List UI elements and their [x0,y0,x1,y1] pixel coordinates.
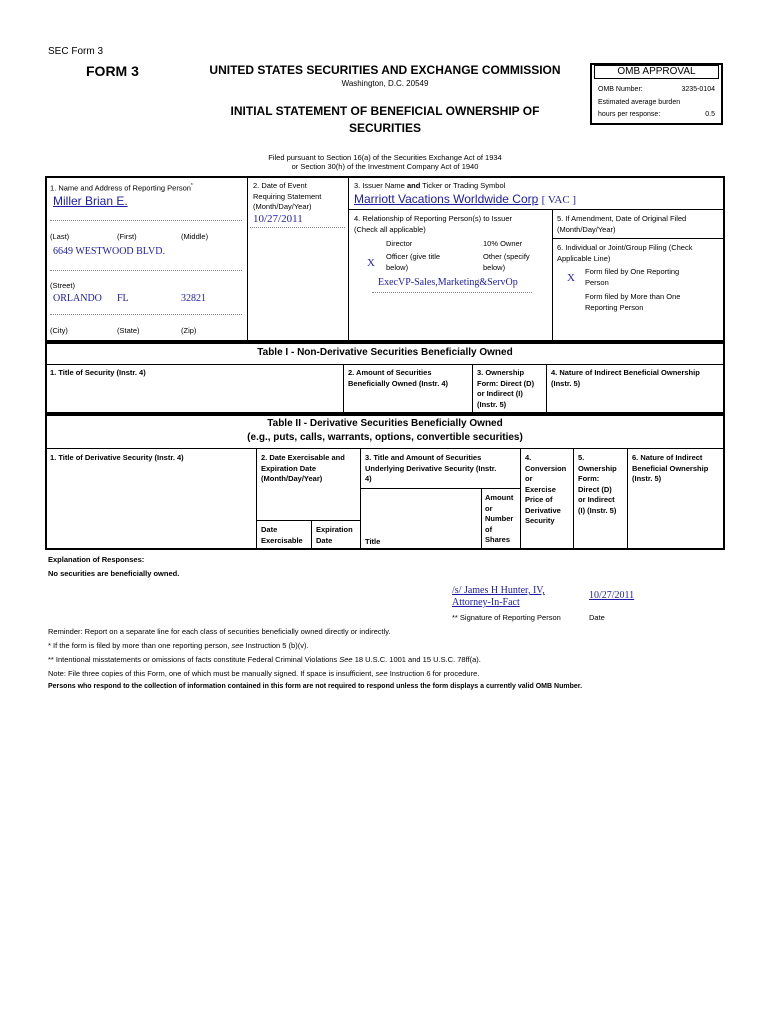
officer-title-value: ExecVP-Sales,Marketing&ServOp [378,277,518,288]
footnote-3-italic: see [375,669,388,678]
footnote-3 [48,669,479,678]
table1-col2 [348,368,448,389]
issuer-line [354,192,576,206]
state-value: FL [117,293,129,304]
director-label: Director [386,239,413,248]
table2-col6 [632,453,708,485]
reporting-person-name [53,194,128,208]
box4-label-line1: 4. Relationship of Reporting Person(s) to Issuer [354,214,512,223]
table2-col6-line2: Beneficial Ownership [632,463,709,473]
table2-col5-line1: 5. [578,453,585,462]
table2-col5 [578,453,617,516]
omb-hours-label: hours per response: [598,111,661,118]
signature-date[interactable]: 10/27/2011 [589,590,635,601]
footnote-1-italic: see [231,641,244,650]
box1-asterisk: * [190,183,193,189]
box2-label-line1: 2. Date of Event [253,181,307,190]
commission-title: UNITED STATES SECURITIES AND EXCHANGE COMMISSION [209,63,561,77]
table2-amount-line4: of [485,524,493,534]
ticker-link[interactable]: VAC [547,194,570,206]
table2-amount-line5: Shares [485,535,511,544]
table2-title-line1: Table II - Derivative Securities Beneficially Owned [267,418,503,429]
zip-label: (Zip) [181,326,197,335]
table2-amount-line1: Amount [485,493,514,502]
filed-pursuant-line1: Filed pursuant to Section 16(a) of the Securities Exchange Act of 1934 [268,153,502,162]
street-underline [50,270,242,271]
signature-label: ** Signature of Reporting Person [452,613,561,622]
table1-col4 [551,368,700,389]
table2-amount-subcol [485,493,513,546]
table2-col4-line2: Conversion [525,463,567,473]
box6-label [557,243,692,264]
footnote-3-prefix: Note: File three copies of this Form, one of which must be manually signed. If space is insufficient, [48,669,376,678]
footnote-2-suffix: 18 U.S.C. 1001 and 15 U.S.C. 78ff(a). [352,655,481,664]
event-date-value: 10/27/2011 [253,213,303,225]
divider [552,238,724,239]
table2-col5-line2: Ownership [578,463,617,473]
table1-col2-line2: Beneficially Owned (Instr. 4) [348,378,449,388]
table1-col3-line3: or Indirect (I) [477,389,523,398]
table1-col3-line2: Form: Direct (D) [477,378,535,388]
omb-disclosure: Persons who respond to the collection of information contained in this form are not required to respond unless the form displays a currently valid OMB Number. [48,683,583,690]
officer-label [386,252,440,273]
table2-col2-line2: Expiration Date [261,463,317,473]
box1-label-text: 1. Name and Address of Reporting Person [50,183,191,193]
divider [481,488,482,550]
table2-col4-line3: or [525,474,533,483]
footnote-2-italic: See [339,655,353,664]
table1-title: Table I - Non-Derivative Securities Beneficially Owned [257,347,513,358]
ten-percent-label: 10% Owner [483,239,523,248]
table2-col5-line6: (I) (Instr. 5) [578,505,617,515]
table1-col1: 1. Title of Security (Instr. 4) [50,368,146,377]
box1-label [50,181,193,194]
footnote-2-prefix: ** Intentional misstatements or omissions of facts constitute Federal Criminal Violations [48,655,340,664]
footnote-1 [48,641,309,650]
table1-col4-line1: 4. Nature of Indirect Beneficial Ownership [551,368,700,377]
filed-pursuant-line2: or Section 30(h) of the Investment Company Act of 1940 [291,162,479,171]
divider [256,448,257,550]
box5-label-line2: (Month/Day/Year) [557,224,616,234]
one-person-label [585,267,679,288]
statement-title-line1: INITIAL STATEMENT OF BENEFICIAL OWNERSHIP OF [230,104,540,118]
box2-label [253,181,321,213]
first-label: (First) [117,232,137,241]
officer-title-underline [372,292,532,293]
table2-expiration-date [316,525,353,546]
divider [573,448,574,550]
issuer-link[interactable]: Marriott Vacations Worldwide Corp [354,192,539,206]
one-person-checkmark[interactable]: X [567,272,575,284]
table2-col3-line1: 3. Title and Amount of Securities [365,453,482,462]
divider [45,364,725,365]
divider [247,176,248,342]
table2-col4-line7: Security [525,516,555,525]
city-label: (City) [50,326,68,335]
divider [343,364,344,414]
table1-col2-line1: 2. Amount of Securities [348,368,432,377]
table2-expiration-date-line1: Expiration [316,525,353,534]
box3-label-suffix: Ticker or Trading Symbol [420,181,506,190]
table2-col6-line3: (Instr. 5) [632,474,662,483]
table2-date-exercisable-line2: Exercisable [261,535,303,545]
table2-col1: 1. Title of Derivative Security (Instr. 4) [50,453,184,462]
officer-label-line1: Officer (give title [386,252,441,261]
box6-label-line1: 6. Individual or Joint/Group Filing (Check [557,243,693,252]
divider [348,209,724,210]
table2-col3 [365,453,496,485]
table2-amount-line2: or [485,503,493,513]
explanation-text: No securities are beneficially owned. [48,569,180,578]
table1-col3 [477,368,534,410]
state-label: (State) [117,326,140,335]
footnote-3-suffix: Instruction 6 for procedure. [387,669,480,678]
city-value: ORLANDO [53,293,102,304]
ticker-close: ] [569,194,577,206]
divider [472,364,473,414]
table2-col3-line2: Underlying Derivative Security (Instr. [365,463,497,473]
omb-title: OMB APPROVAL [617,66,696,77]
one-person-label-line1: Form filed by One Reporting [585,267,680,276]
box3-label-prefix: 3. Issuer Name [354,181,407,190]
more-person-label-line1: Form filed by More than One [585,292,681,301]
officer-checkmark[interactable]: X [367,257,375,269]
divider [627,448,628,550]
ticker-open: [ [541,194,548,206]
omb-number-value: 3235-0104 [681,86,715,93]
box6-label-line2: Applicable Line) [557,253,611,263]
table2-col5-line3: Form: [578,474,600,483]
table2-col4-line4: Exercise [525,484,556,494]
box3-label [354,181,505,192]
divider [552,209,553,342]
omb-number-label: OMB Number: [598,86,643,93]
table2-col4-line1: 4. [525,453,532,462]
divider [520,448,521,550]
table2-col4 [525,453,566,527]
more-person-label [585,292,680,313]
other-label-line2: below) [483,262,506,272]
other-label [483,252,530,273]
box5-label [557,214,686,235]
table2-col5-line4: Direct (D) [578,484,612,494]
divider [348,176,349,342]
signer-block [452,585,545,609]
one-person-label-line2: Person [585,277,609,287]
box5-label-line1: 5. If Amendment, Date of Original Filed [557,214,687,223]
table2-col5-line5: or Indirect [578,495,615,504]
divider [360,488,520,489]
street-value: 6649 WESTWOOD BLVD. [53,246,165,257]
table2-col2-line3: (Month/Day/Year) [261,474,323,483]
table2-date-exercisable-line1: Date [261,525,278,534]
box4-label-line2: (Check all applicable) [354,224,426,234]
footnote-1-prefix: * If the form is filed by more than one reporting person, [48,641,232,650]
explanation-heading: Explanation of Responses: [48,555,145,564]
form-title: FORM 3 [86,63,139,79]
name-underline [50,220,242,221]
other-label-line1: Other (specify [483,252,530,261]
table2-col4-line6: Derivative [525,505,561,515]
commission-location: Washington, D.C. 20549 [341,79,429,88]
divider [546,364,547,414]
statement-title-line2: SECURITIES [348,121,421,135]
table2-col2 [261,453,345,485]
table1-col4-line2: (Instr. 5) [551,378,581,388]
table2-amount-line3: Number [485,514,514,523]
box3-label-and: and [406,181,421,190]
signer-line1[interactable]: /s/ James H Hunter, IV, [452,585,545,596]
omb-burden-label: Estimated average burden [598,99,681,106]
event-date-underline [250,227,345,228]
footnote-1-suffix: Instruction 5 (b)(v). [243,641,309,650]
table2-date-exercisable [261,525,303,546]
table1-col3-line4: (Instr. 5) [477,399,507,409]
table2-col4-line5: Price of [525,495,553,504]
table2-title-subcol: Title [365,537,381,546]
divider [360,448,361,550]
box2-label-line3: (Month/Day/Year) [253,202,312,211]
reporting-person-link[interactable]: Miller Brian E. [53,194,128,208]
middle-label: (Middle) [181,232,209,241]
divider [256,520,360,521]
last-label: (Last) [50,232,70,241]
signature-date-label: Date [589,613,605,622]
divider [311,520,312,550]
zip-value: 32821 [181,293,206,304]
signer-line2[interactable]: Attorney-In-Fact [452,597,520,608]
omb-hours-value: 0.5 [705,111,715,118]
street-label: (Street) [50,281,76,290]
table2-col6-line1: 6. Nature of Indirect [632,453,703,462]
table2-col3-line3: 4) [365,474,372,483]
footnote-2 [48,655,481,664]
box4-label [354,214,512,235]
sec-form-label: SEC Form 3 [48,46,104,57]
reminder-note: Reminder: Report on a separate line for each class of securities beneficially owned directly or indirectly. [48,627,391,636]
more-person-label-line2: Reporting Person [585,302,644,312]
city-underline [50,314,242,315]
table2-title-line2: (e.g., puts, calls, warrants, options, convertible securities) [247,432,523,443]
table1-col3-line1: 3. Ownership [477,368,525,377]
table2-expiration-date-line2: Date [316,535,333,545]
divider [45,448,725,449]
table2-col2-line1: 2. Date Exercisable and [261,453,345,462]
signature-date-wrap [589,590,634,601]
officer-label-line2: below) [386,262,409,272]
box2-label-line2: Requiring Statement [253,191,322,201]
